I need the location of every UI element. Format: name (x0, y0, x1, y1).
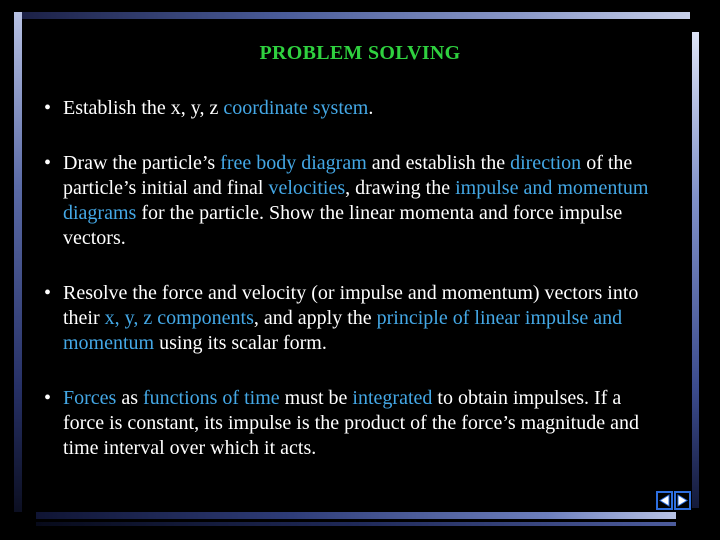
bullet-item (44, 386, 664, 461)
highlighted-term: Forces (63, 387, 117, 409)
bullet-text: Resolve the force and velocity (or impulse and momentum) vectors into their (63, 282, 639, 329)
bullet-text: using its scalar form. (154, 332, 327, 354)
right-triangle-icon (677, 494, 688, 507)
bullet-dot: • (44, 387, 52, 409)
highlighted-term: x, y, z components (104, 307, 254, 329)
highlighted-term: velocities (268, 177, 346, 199)
bullet-list (44, 96, 664, 491)
bullet-text: as (116, 387, 143, 409)
bullet-text: for the particle. Show the linear momenta and force impulse vectors. (63, 202, 623, 249)
bullet-text: to obtain impulses. If a force is constant, its impulse is the product of the force’s magnitude and time interval over which it acts. (63, 387, 639, 459)
slide-title: PROBLEM SOLVING (259, 42, 461, 64)
bullet-text: must be (279, 387, 353, 409)
bullet-dot: • (44, 282, 52, 304)
next-slide-button[interactable] (674, 491, 691, 510)
left-triangle-icon (659, 494, 670, 507)
bullet-dot: • (44, 97, 52, 119)
top-frame-bar (14, 12, 690, 19)
highlighted-term: integrated (352, 387, 433, 409)
highlighted-term: impulse and momentum diagrams (63, 177, 649, 224)
highlighted-term: direction (510, 152, 582, 174)
bullet-text: . (368, 97, 374, 119)
highlighted-term: functions of time (143, 387, 280, 409)
left-frame-bar (14, 12, 22, 512)
highlighted-term: free body diagram (220, 152, 367, 174)
bullet-text: Establish the x, y, z (63, 97, 224, 119)
bullet-text: , drawing the (345, 177, 456, 199)
previous-slide-button[interactable] (656, 491, 673, 510)
bullet-item (44, 96, 664, 121)
bullet-text: and establish the (366, 152, 511, 174)
bullet-item (44, 151, 664, 251)
bullet-dot: • (44, 152, 52, 174)
bullet-text: Draw the particle’s (63, 152, 221, 174)
highlighted-term: principle of linear impulse and momentum (63, 307, 623, 354)
right-frame-bar (692, 32, 699, 508)
bullet-text: of the particle’s initial and final (63, 152, 633, 199)
bottom-frame-bar-shadow (36, 522, 676, 526)
bullet-text: , and apply the (253, 307, 377, 329)
bullet-item (44, 281, 664, 356)
bottom-frame-bar (36, 512, 676, 519)
highlighted-term: coordinate system (223, 97, 369, 119)
